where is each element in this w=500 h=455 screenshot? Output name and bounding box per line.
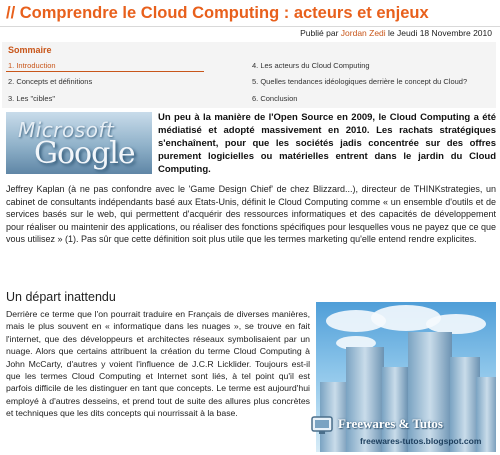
microsoft-google-image bbox=[6, 112, 152, 174]
toc-item-introduction[interactable]: 1. Introduction bbox=[8, 61, 56, 70]
hero-word-google: Google bbox=[34, 136, 135, 171]
body-paragraph-depart: Derrière ce terme que l'on pourrait traduire en Français de diverses manières, mais le plus souvent en « informatique dans les nuages », se trouve en fait l'internet, que des développeurs et architectes réseaux symbolisaient par un nuage. Alors que certains attribuent la création du terme Cloud Computing à John McCarty, d'autres y voient l'influence de J.C.R Licklider. Toujours est-il que les termes Cloud Computing et Internet sont liés, à tel point qu'il est parfois difficile de les distinguer en tant que concepts. Le terme est aujourd'hui employé à d'autres desseins, et prend tout de suite des allures plus concrètes et techniques que les dits concepts qui nourrissait à la base. bbox=[6, 309, 310, 419]
table-of-contents bbox=[2, 42, 496, 108]
toc-item-tendances[interactable]: 5. Quelles tendances idéologiques derrière le concept du Cloud? bbox=[252, 77, 468, 86]
toc-item-acteurs[interactable]: 4. Les acteurs du Cloud Computing bbox=[252, 61, 370, 70]
watermark-name: Freewares & Tutos bbox=[338, 416, 443, 431]
toc-item-cibles[interactable]: 3. Les "cibles" bbox=[8, 94, 56, 103]
section-title: Un départ inattendu bbox=[6, 290, 116, 304]
author-link[interactable]: Jordan Zedi bbox=[340, 28, 386, 38]
title-divider bbox=[0, 26, 500, 27]
hero-word-microsoft: Microsoft bbox=[18, 118, 115, 142]
article-byline bbox=[300, 28, 492, 38]
toc-item-concepts[interactable]: 2. Concepts et définitions bbox=[8, 77, 93, 86]
toc-item-conclusion[interactable]: 6. Conclusion bbox=[252, 94, 298, 103]
freewares-tutos-logo-icon bbox=[310, 414, 336, 436]
body-paragraph-definition: Jeffrey Kaplan (à ne pas confondre avec le 'Game Design Chief' de chez Blizzard...), directeur de THINKstrategies, un cabinet de consultants indépendants basé aux Etats-Unis, définit le Cloud Computing comme « un ensemble d'outils et de services basés sur le web, qui permettent d'acquérir des ressources informatiques et des capacités de développement pour réaliser ou maintenir des applications, ou réaliser des fonctions spécifiques pour lesquelles vous ne payez que ce que vous utilisez » (1). Pas sûr que cette définition soit plus utile que les termes marketing qu'elle entend rendre explicites. bbox=[6, 184, 496, 245]
lead-paragraph: Un peu à la manière de l'Open Source en 2009, le Cloud Computing a été médiatisé et adopté massivement en 2010. Les rachats stratégiques s'enchaînent, pour que les sociétés jadis concentrée sur des offres purement logicielles ou matérielles entrent dans le jardin du Cloud Computing. bbox=[158, 112, 496, 175]
byline-prefix: Publié par bbox=[300, 28, 341, 38]
article-title[interactable]: // Comprendre le Cloud Computing : acteurs et enjeux bbox=[6, 4, 429, 22]
freewares-tutos-watermark bbox=[304, 412, 500, 454]
toc-active-underline bbox=[6, 71, 204, 72]
toc-heading: Sommaire bbox=[8, 45, 52, 55]
watermark-url: freewares-tutos.blogspot.com bbox=[360, 436, 482, 446]
byline-date: le Jeudi 18 Novembre 2010 bbox=[385, 28, 492, 38]
